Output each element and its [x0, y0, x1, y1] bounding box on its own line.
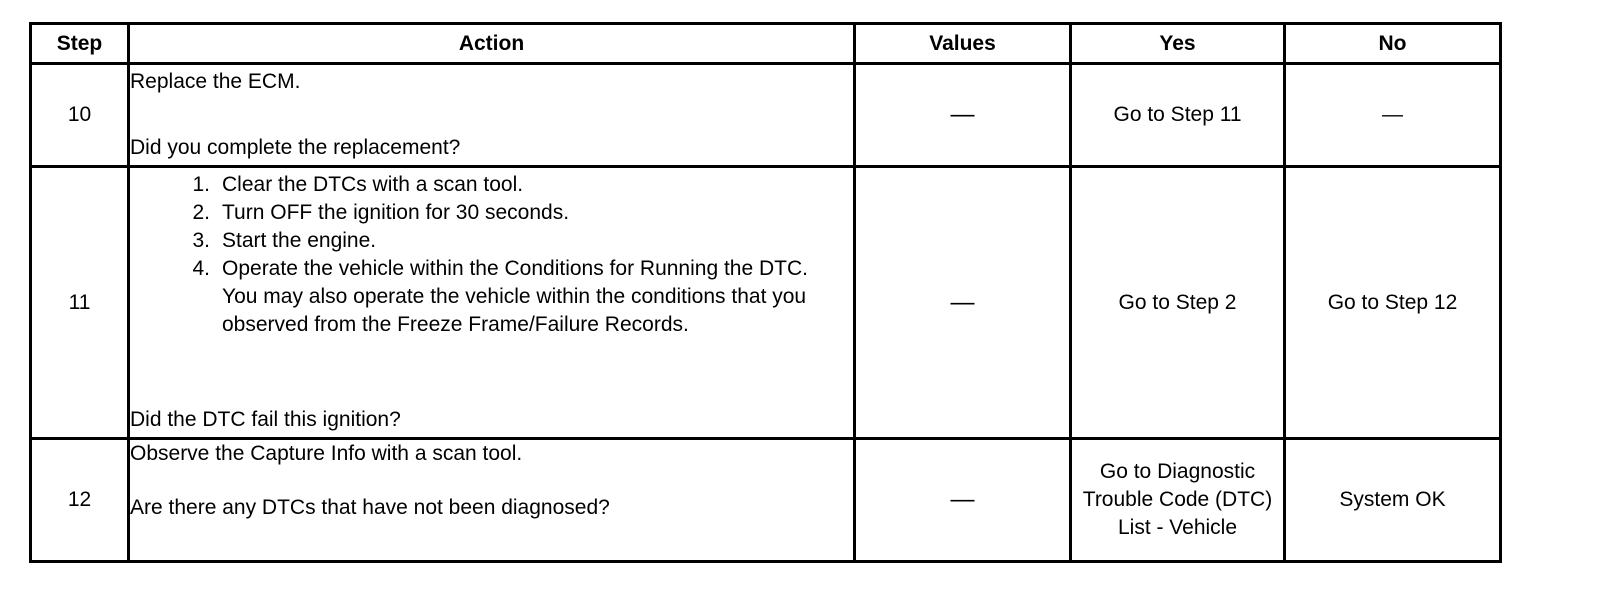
header-yes: Yes [1071, 24, 1285, 64]
list-item [130, 171, 853, 199]
list-item-text: Clear the DTCs with a scan tool. [222, 173, 524, 196]
yes-link-text: Go to Diagnostic Trouble Code (DTC) List - Vehicle [1082, 460, 1273, 539]
step-number: 11 [31, 167, 129, 439]
list-item-text: Turn OFF the ignition for 30 seconds. [222, 201, 570, 224]
list-item [130, 255, 853, 339]
action-steps-list [130, 171, 853, 339]
values-cell: — [855, 64, 1071, 167]
action-question: Are there any DTCs that have not been diagnosed? [130, 496, 610, 519]
yes-cell [1071, 439, 1285, 562]
action-cell [129, 167, 855, 439]
list-item-number: 2. [192, 201, 210, 224]
values-cell: — [855, 439, 1071, 562]
header-step: Step [31, 24, 129, 64]
header-values: Values [855, 24, 1071, 64]
table-row [31, 439, 1501, 562]
action-cell [129, 64, 855, 167]
list-item [130, 227, 853, 255]
list-item-text: Start the engine. [222, 229, 377, 252]
list-item [130, 199, 853, 227]
action-cell [129, 439, 855, 562]
yes-cell: Go to Step 2 [1071, 167, 1285, 439]
list-item-number: 4. [192, 257, 210, 280]
list-item-number: 1. [192, 173, 210, 196]
action-question: Did you complete the replacement? [130, 136, 461, 159]
header-action: Action [129, 24, 855, 64]
no-cell: System OK [1285, 439, 1501, 562]
no-cell: — [1285, 64, 1501, 167]
values-cell: — [855, 167, 1071, 439]
step-number: 10 [31, 64, 129, 167]
list-item-text: Operate the vehicle within the Conditions for Running the DTC. You may also operate the vehicle within the conditions that you observed from the Freeze Frame/Failure Records. [222, 257, 808, 336]
table-row [31, 167, 1501, 439]
action-instruction: Replace the ECM. [130, 70, 301, 93]
header-no: No [1285, 24, 1501, 64]
diagnostic-table [29, 22, 1502, 563]
list-item-number: 3. [192, 229, 210, 252]
header-row [31, 24, 1501, 64]
table-row [31, 64, 1501, 167]
action-question: Did the DTC fail this ignition? [130, 408, 401, 431]
no-cell: Go to Step 12 [1285, 167, 1501, 439]
step-number: 12 [31, 439, 129, 562]
action-instruction: Observe the Capture Info with a scan tool. [130, 442, 523, 465]
yes-cell: Go to Step 11 [1071, 64, 1285, 167]
